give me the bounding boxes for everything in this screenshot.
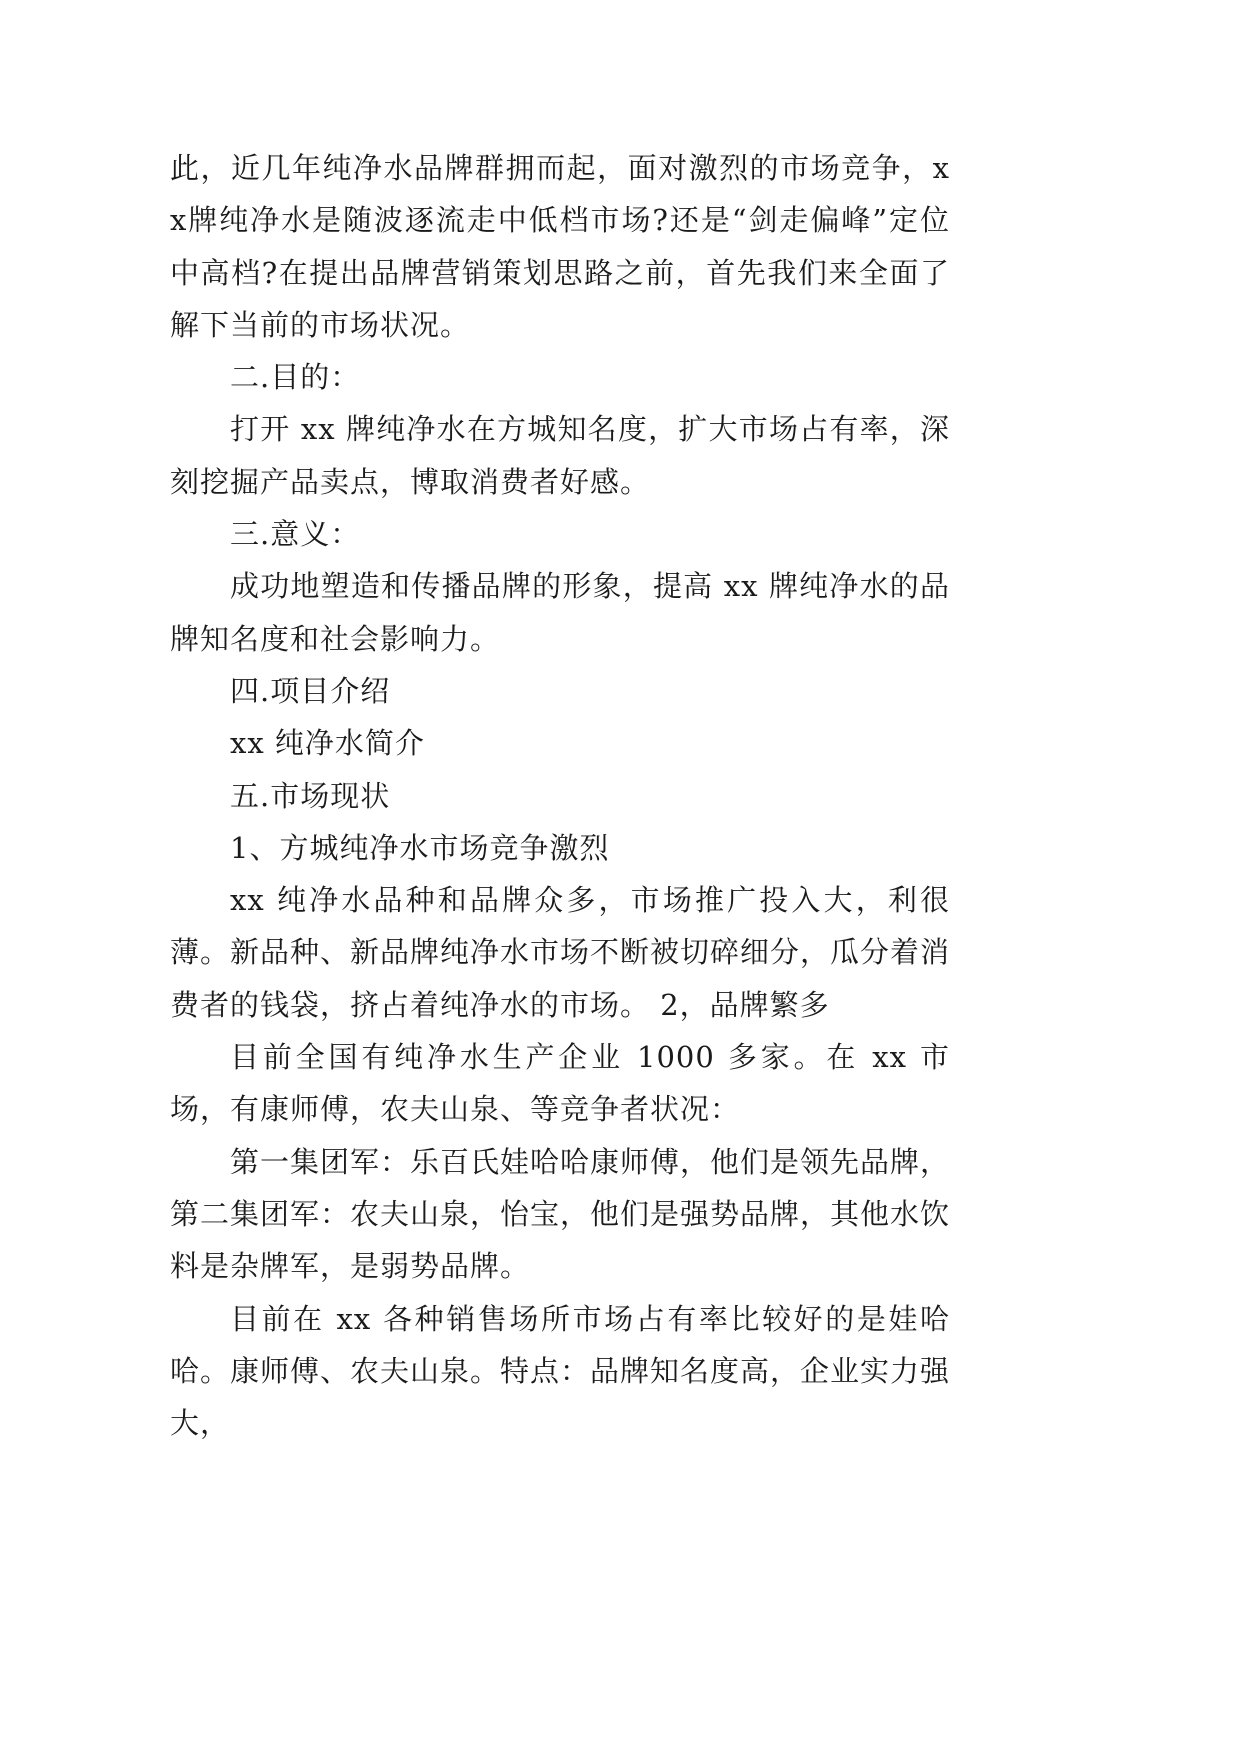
paragraph-purpose: 打开 xx 牌纯净水在方城知名度，扩大市场占有率，深刻挖掘产品卖点，博取消费者好感。 [170, 412, 950, 499]
heading-market-status: 五.市场现状 [230, 778, 391, 813]
paragraph-intro-continuation: 此，近几年纯净水品牌群拥而起，面对激烈的市场竞争，xx牌纯净水是随波逐流走中低档市场?还是“剑走偏峰”定位中高档?在提出品牌营销策划思路之前，首先我们来全面了解下当前的市场状况。 [170, 151, 950, 342]
paragraph-significance: 成功地塑造和传播品牌的形象，提高 xx 牌纯净水的品牌知名度和社会影响力。 [170, 569, 950, 656]
document-body [170, 142, 950, 1449]
heading-significance: 三.意义： [230, 517, 361, 552]
heading-project-intro: 四.项目介绍 [230, 673, 391, 708]
paragraph-brand-groups: 第一集团军：乐百氏娃哈哈康师傅，他们是领先品牌，第二集团军：农夫山泉，怡宝，他们是强势品牌，其他水饮料是杂牌军，是弱势品牌。 [170, 1144, 951, 1284]
paragraph-producers: 目前全国有纯净水生产企业 1000 多家。在 xx 市场，有康师傅，农夫山泉、等竞争者状况： [170, 1040, 950, 1127]
paragraph-market-share: 目前在 xx 各种销售场所市场占有率比较好的是娃哈哈。康师傅、农夫山泉。特点：品牌知名度高，企业实力强大， [170, 1301, 951, 1441]
subheading-competition: 1、方城纯净水市场竞争激烈 [230, 830, 610, 865]
heading-purpose: 二.目的： [230, 360, 361, 395]
paragraph-product-intro: xx 纯净水简介 [230, 726, 425, 761]
paragraph-competition: xx 纯净水品种和品牌众多，市场推广投入大，利很薄。新品种、新品牌纯净水市场不断被切碎细分，瓜分着消费者的钱袋，挤占着纯净水的市场。 2，品牌繁多 [170, 883, 951, 1022]
